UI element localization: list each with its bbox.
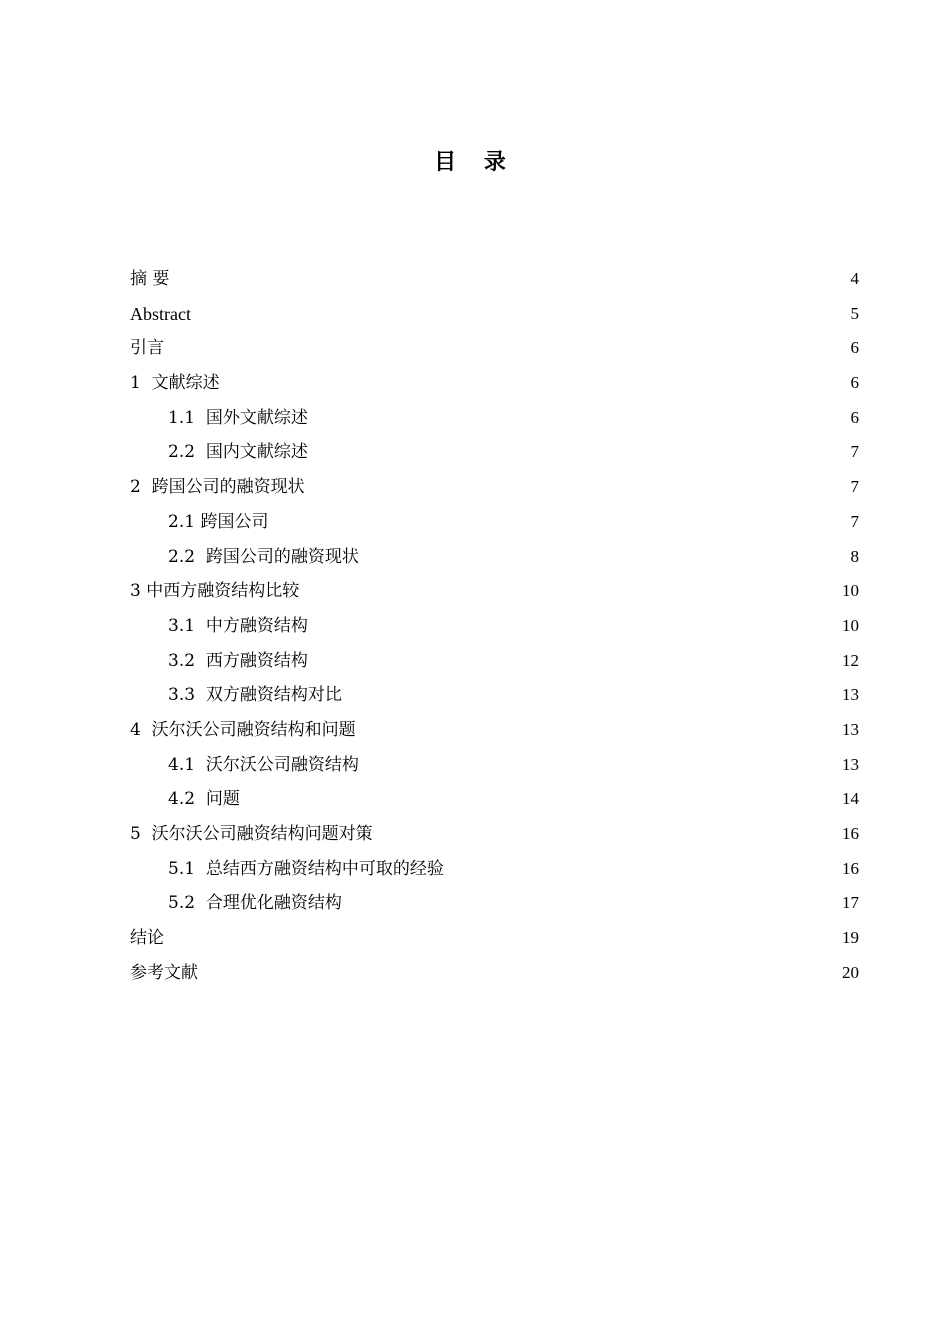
table-of-contents bbox=[130, 262, 859, 990]
toc-entry-page: 8 bbox=[850, 546, 859, 566]
toc-entry[interactable] bbox=[130, 644, 859, 679]
toc-entry[interactable] bbox=[130, 401, 859, 436]
toc-entry-label: 3.3 双方融资结构对比 bbox=[168, 685, 342, 706]
toc-entry[interactable] bbox=[130, 609, 859, 644]
toc-entry-page: 7 bbox=[850, 477, 859, 497]
toc-entry[interactable] bbox=[130, 713, 859, 748]
toc-entry-page: 16 bbox=[842, 824, 859, 843]
toc-entry-label: 3 中西方融资结构比较 bbox=[130, 581, 300, 602]
toc-entry[interactable] bbox=[130, 574, 859, 609]
toc-entry[interactable] bbox=[130, 297, 859, 332]
toc-entry-page: 13 bbox=[842, 719, 859, 739]
toc-entry-label: 3.2 西方融资结构 bbox=[168, 650, 308, 671]
toc-entry-page: 13 bbox=[842, 685, 859, 705]
toc-entry-label: 1 文献综述 bbox=[130, 373, 220, 394]
toc-entry-page: 14 bbox=[842, 789, 859, 809]
toc-entry[interactable] bbox=[130, 262, 859, 297]
toc-entry[interactable] bbox=[130, 540, 859, 575]
toc-entry-label: 5.1 总结西方融资结构中可取的经验 bbox=[168, 858, 444, 879]
toc-entry-label: 2 跨国公司的融资现状 bbox=[130, 477, 305, 498]
toc-entry-label: Abstract bbox=[130, 303, 191, 324]
page-title: 目 录 bbox=[434, 150, 516, 175]
toc-entry-page: 20 bbox=[842, 962, 859, 982]
toc-entry[interactable] bbox=[130, 505, 859, 540]
toc-entry[interactable] bbox=[130, 331, 859, 366]
toc-entry-label: 4 沃尔沃公司融资结构和问题 bbox=[130, 719, 356, 740]
toc-entry-page: 5 bbox=[850, 303, 859, 323]
toc-entry-page: 12 bbox=[842, 650, 859, 670]
toc-entry-page: 6 bbox=[850, 373, 859, 393]
toc-entry-label: 5.2 合理优化融资结构 bbox=[168, 893, 342, 914]
toc-entry-page: 4 bbox=[850, 269, 859, 288]
toc-entry-page: 6 bbox=[850, 407, 859, 427]
toc-entry[interactable] bbox=[130, 956, 859, 991]
toc-entry[interactable] bbox=[130, 886, 859, 921]
toc-entry-label: 2.2 跨国公司的融资现状 bbox=[168, 546, 359, 567]
toc-entry-label: 5 沃尔沃公司融资结构问题对策 bbox=[130, 824, 373, 844]
toc-entry-label: 3.1 中方融资结构 bbox=[168, 615, 308, 636]
toc-entry-page: 10 bbox=[842, 581, 859, 601]
toc-entry[interactable] bbox=[130, 817, 859, 852]
toc-entry-label: 引言 bbox=[130, 338, 164, 359]
toc-entry-label: 4.2 问题 bbox=[168, 789, 240, 810]
toc-entry-label: 4.1 沃尔沃公司融资结构 bbox=[168, 754, 359, 775]
toc-entry[interactable] bbox=[130, 678, 859, 713]
toc-entry-label: 1.1 国外文献综述 bbox=[168, 407, 308, 428]
toc-entry[interactable] bbox=[130, 921, 859, 956]
toc-entry[interactable] bbox=[130, 782, 859, 817]
toc-entry-page: 13 bbox=[842, 754, 859, 774]
toc-entry[interactable] bbox=[130, 748, 859, 783]
toc-entry-label: 参考文献 bbox=[130, 962, 198, 983]
toc-entry-label: 2.2 国内文献综述 bbox=[168, 442, 308, 463]
toc-entry[interactable] bbox=[130, 852, 859, 887]
toc-entry[interactable] bbox=[130, 366, 859, 401]
toc-entry-page: 6 bbox=[850, 338, 859, 358]
toc-entry-page: 10 bbox=[842, 615, 859, 635]
toc-entry-page: 17 bbox=[842, 893, 859, 913]
toc-entry-label: 摘 要 bbox=[130, 269, 170, 289]
toc-entry-page: 16 bbox=[842, 858, 859, 878]
toc-entry-page: 19 bbox=[842, 928, 859, 948]
toc-entry-page: 7 bbox=[850, 442, 859, 462]
toc-entry[interactable] bbox=[130, 470, 859, 505]
toc-entry[interactable] bbox=[130, 435, 859, 470]
toc-entry-label: 2.1 跨国公司 bbox=[168, 511, 269, 532]
toc-entry-label: 结论 bbox=[130, 928, 164, 949]
toc-entry-page: 7 bbox=[850, 511, 859, 531]
